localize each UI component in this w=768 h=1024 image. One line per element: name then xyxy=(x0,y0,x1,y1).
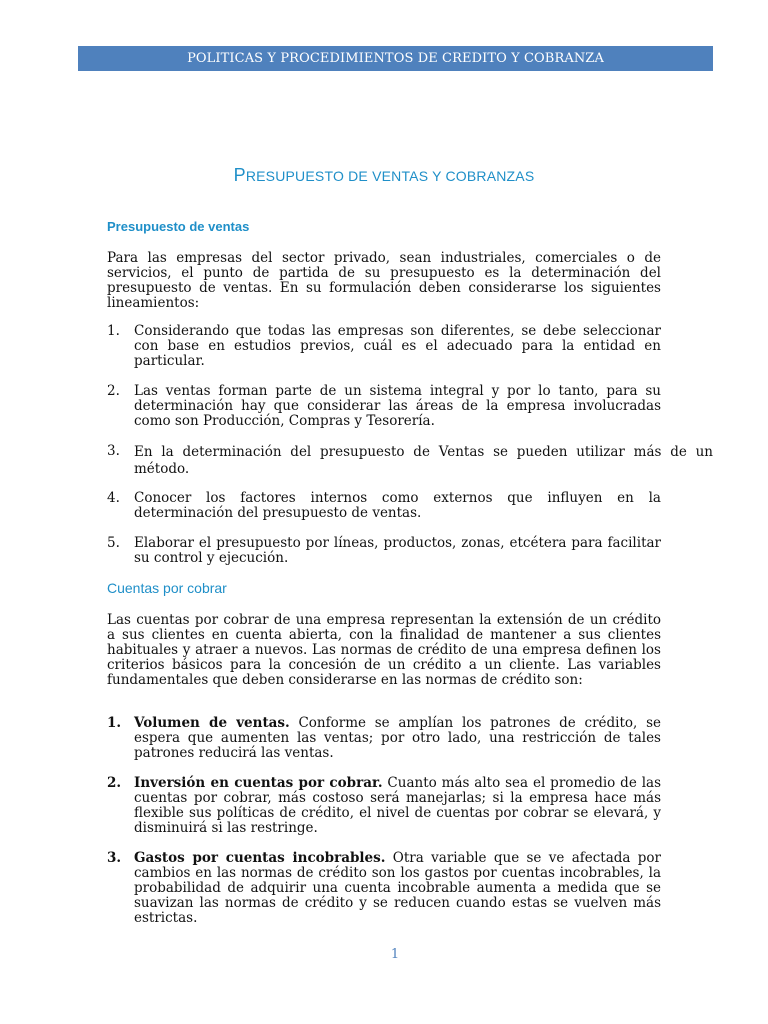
document-title xyxy=(0,165,768,186)
list-item xyxy=(107,536,661,566)
list-item-text: Conocer los factores internos como externos que influyen en la determinación del presupuesto de ventas. xyxy=(134,490,661,521)
list-item xyxy=(107,444,713,478)
running-header: POLITICAS Y PROCEDIMIENTOS DE CREDITO Y COBRANZA xyxy=(78,46,713,71)
list-item-number: 3. xyxy=(107,850,122,866)
list-item-lead: Volumen de ventas. xyxy=(134,715,290,731)
list-item-lead: Gastos por cuentas incobrables. xyxy=(134,850,386,866)
list-item-number: 5. xyxy=(107,535,120,551)
list-item-number: 2. xyxy=(107,383,120,399)
list-item-number: 1. xyxy=(107,323,120,339)
credit-variables-list xyxy=(107,716,661,941)
title-rest: RESUPUESTO DE VENTAS Y COBRANZAS xyxy=(245,168,535,184)
section-heading-cuentas: Cuentas por cobrar xyxy=(107,580,227,596)
title-initial: P xyxy=(233,165,246,185)
page-number: 1 xyxy=(390,947,400,962)
list-item-number: 1. xyxy=(107,715,122,731)
list-item-text: Conforme se amplían los patrones de crédito, se espera que aumenten las ventas; por otro lado, una restricción de tales patrones reducirá las ventas. xyxy=(134,715,661,761)
ventas-guidelines-list xyxy=(107,323,713,581)
list-item-lead: Inversión en cuentas por cobrar. xyxy=(134,775,383,791)
list-item xyxy=(107,851,661,926)
intro-paragraph-ventas: Para las empresas del sector privado, sean industriales, comerciales o de servicios, el punto de partida de su presupuesto es la determinación del presupuesto de ventas. En su formulación deben considerarse los siguientes lineamientos: xyxy=(107,250,661,311)
list-item xyxy=(107,716,661,761)
list-item xyxy=(107,384,661,429)
list-item-number: 3. xyxy=(107,443,120,459)
list-item-text: Cuanto más alto sea el promedio de las cuentas por cobrar, más costoso será manejarlas; si la empresa hace más flexible sus políticas de crédito, el nivel de cuentas por cobrar se elevará, y disminuirá si las restringe. xyxy=(134,775,661,836)
section-heading-ventas: Presupuesto de ventas xyxy=(107,219,250,234)
list-item-number: 2. xyxy=(107,775,122,791)
list-item xyxy=(107,324,661,369)
list-item-text: En la determinación del presupuesto de Ventas se pueden utilizar más de un método. xyxy=(134,444,713,477)
intro-paragraph-cuentas: Las cuentas por cobrar de una empresa representan la extensión de un crédito a sus clientes en cuenta abierta, con la finalidad de mantener a sus clientes habituales y atraer a nuevos. Las normas de crédito de una empresa definen los criterios básicos para la concesión de un crédito a un cliente. Las variables fundamentales que deben considerarse en las normas de crédito son: xyxy=(107,612,661,688)
list-item-text: Considerando que todas las empresas son diferentes, se debe seleccionar con base en estudios previos, cuál es el adecuado para la entidad en particular. xyxy=(134,323,661,369)
list-item-text: Elaborar el presupuesto por líneas, productos, zonas, etcétera para facilitar su control y ejecución. xyxy=(134,535,661,566)
list-item-text: Otra variable que se ve afectada por cambios en las normas de crédito son los gastos por cuentas incobrables, la probabilidad de adquirir una cuenta incobrable aumenta a medida que se suavizan las normas de crédito y se reducen cuando estas se vuelven más estrictas. xyxy=(134,850,661,926)
list-item xyxy=(107,776,661,836)
list-item-text: Las ventas forman parte de un sistema integral y por lo tanto, para su determinación hay que considerar las áreas de la empresa involucradas como son Producción, Compras y Tesorería. xyxy=(134,383,661,429)
list-item xyxy=(107,491,661,521)
list-item-number: 4. xyxy=(107,490,120,506)
